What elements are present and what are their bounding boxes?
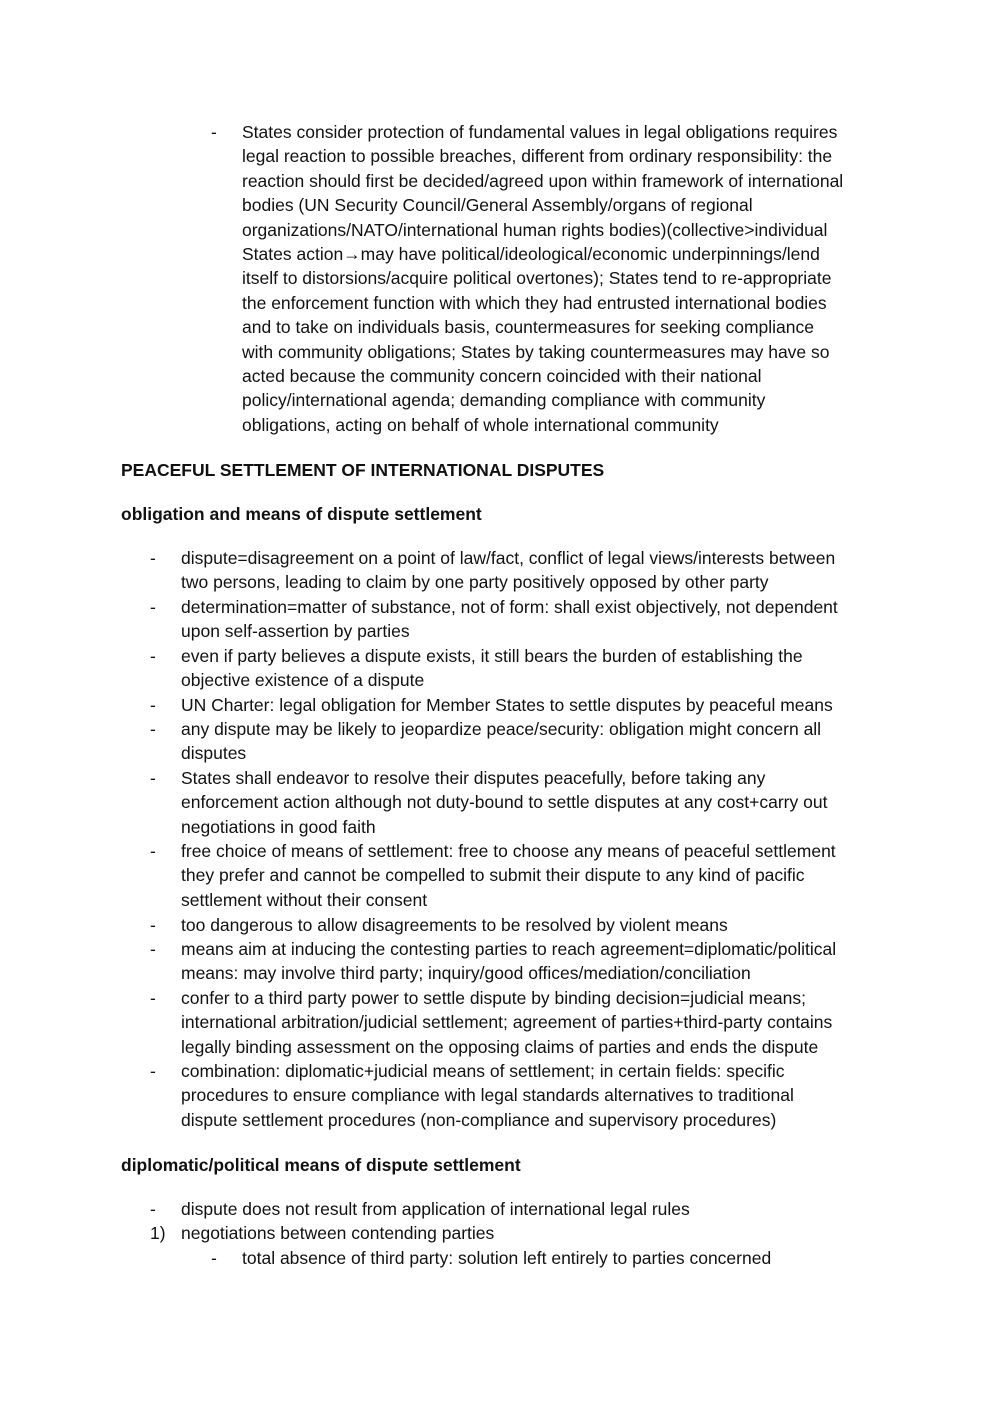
subsection-heading: diplomatic/political means of dispute settlement	[121, 1155, 521, 1175]
text-line: States action→may have political/ideological/economic underpinnings/lend	[242, 244, 820, 265]
text-line: negotiations in good faith	[181, 816, 376, 837]
text-line: reaction should first be decided/agreed upon within framework of international	[242, 170, 844, 191]
bullet-marker: -	[211, 1248, 217, 1268]
list-item-text	[181, 546, 886, 595]
list-item-text	[181, 595, 886, 644]
text-line: with community obligations; States by taking countermeasures may have so	[242, 341, 830, 362]
bullet-marker: -	[150, 1061, 156, 1081]
text-line: objective existence of a dispute	[181, 670, 425, 691]
text-line: international arbitration/judicial settlement; agreement of parties+third-party contains	[181, 1012, 833, 1033]
text-line: dispute=disagreement on a point of law/fact, conflict of legal views/interests between	[181, 548, 836, 568]
text-line: procedures to ensure compliance with legal standards alternatives to traditional	[181, 1085, 794, 1106]
list-item-text	[181, 766, 886, 839]
text-line: free choice of means of settlement: free to choose any means of peaceful settlement	[181, 841, 836, 861]
list-item-text	[181, 1221, 886, 1245]
text-line: the enforcement function with which they had entrusted international bodies	[242, 292, 827, 313]
text-line: any dispute may be likely to jeopardize peace/security: obligation might concern all	[181, 719, 822, 739]
number-marker: 1)	[150, 1223, 166, 1243]
bullet-marker: -	[150, 548, 156, 568]
text-line: disputes	[181, 743, 247, 764]
text-line: combination: diplomatic+judicial means of settlement; in certain fields: specific	[181, 1061, 785, 1081]
list-item-text	[242, 1246, 892, 1270]
text-line: UN Charter: legal obligation for Member States to settle disputes by peaceful means	[181, 695, 833, 715]
list-item-text	[181, 937, 886, 986]
text-line: legal reaction to possible breaches, different from ordinary responsibility: the	[242, 146, 833, 167]
bullet-marker: -	[150, 1199, 156, 1219]
list-item-text	[181, 839, 886, 912]
list-item-text	[181, 1197, 886, 1221]
text-line: policy/international agenda; demanding compliance with community	[242, 390, 766, 411]
bullet-marker: -	[150, 841, 156, 861]
text-line: total absence of third party: solution left entirely to parties concerned	[242, 1248, 772, 1268]
text-line: confer to a third party power to settle dispute by binding decision=judicial means;	[181, 988, 807, 1008]
text-line: determination=matter of substance, not of form: shall exist objectively, not dependent	[181, 597, 838, 617]
list-item-text	[181, 717, 886, 766]
text-line: obligations, acting on behalf of whole international community	[242, 414, 719, 435]
text-line: two persons, leading to claim by one party positively opposed by other party	[181, 572, 769, 593]
list-item-text	[181, 1059, 886, 1132]
text-line: and to take on individuals basis, countermeasures for seeking compliance	[242, 317, 814, 338]
text-line: negotiations between contending parties	[181, 1223, 495, 1243]
bullet-marker: -	[150, 597, 156, 617]
list-item-text	[242, 120, 892, 437]
section-heading: PEACEFUL SETTLEMENT OF INTERNATIONAL DISPUTES	[121, 460, 605, 480]
text-line: organizations/NATO/international human rights bodies)(collective>individual	[242, 219, 828, 240]
bullet-marker: -	[150, 646, 156, 666]
text-line: means aim at inducing the contesting parties to reach agreement=diplomatic/political	[181, 939, 837, 959]
text-line: upon self-assertion by parties	[181, 621, 410, 642]
text-line: bodies (UN Security Council/General Assembly/organs of regional	[242, 195, 753, 216]
bullet-marker: -	[150, 915, 156, 935]
list-item-text	[181, 986, 886, 1059]
text-line: enforcement action although not duty-bound to settle disputes at any cost+carry out	[181, 792, 828, 813]
bullet-marker: -	[150, 768, 156, 788]
text-line: means: may involve third party; inquiry/good offices/mediation/conciliation	[181, 963, 751, 984]
text-line: States shall endeavor to resolve their disputes peacefully, before taking any	[181, 768, 766, 788]
text-line: dispute settlement procedures (non-compliance and supervisory procedures)	[181, 1109, 777, 1130]
bullet-marker: -	[150, 695, 156, 715]
text-line: dispute does not result from application of international legal rules	[181, 1199, 690, 1219]
bullet-marker: -	[150, 719, 156, 739]
list-item-text	[181, 913, 886, 937]
text-line: States consider protection of fundamental values in legal obligations requires	[242, 122, 838, 142]
list-item-text	[181, 644, 886, 693]
text-line: legally binding assessment on the opposing claims of parties and ends the dispute	[181, 1036, 819, 1057]
text-line: itself to distorsions/acquire political overtones); States tend to re-appropriate	[242, 268, 832, 289]
list-item-text	[181, 693, 886, 717]
bullet-marker: -	[150, 939, 156, 959]
subsection-heading: obligation and means of dispute settlement	[121, 504, 482, 524]
text-line: settlement without their consent	[181, 889, 428, 910]
text-line: even if party believes a dispute exists, it still bears the burden of establishing the	[181, 646, 803, 666]
text-line: too dangerous to allow disagreements to be resolved by violent means	[181, 915, 728, 935]
text-line: they prefer and cannot be compelled to submit their dispute to any kind of pacific	[181, 865, 805, 886]
bullet-marker: -	[150, 988, 156, 1008]
text-line: acted because the community concern coincided with their national	[242, 366, 762, 387]
bullet-marker: -	[211, 122, 217, 142]
